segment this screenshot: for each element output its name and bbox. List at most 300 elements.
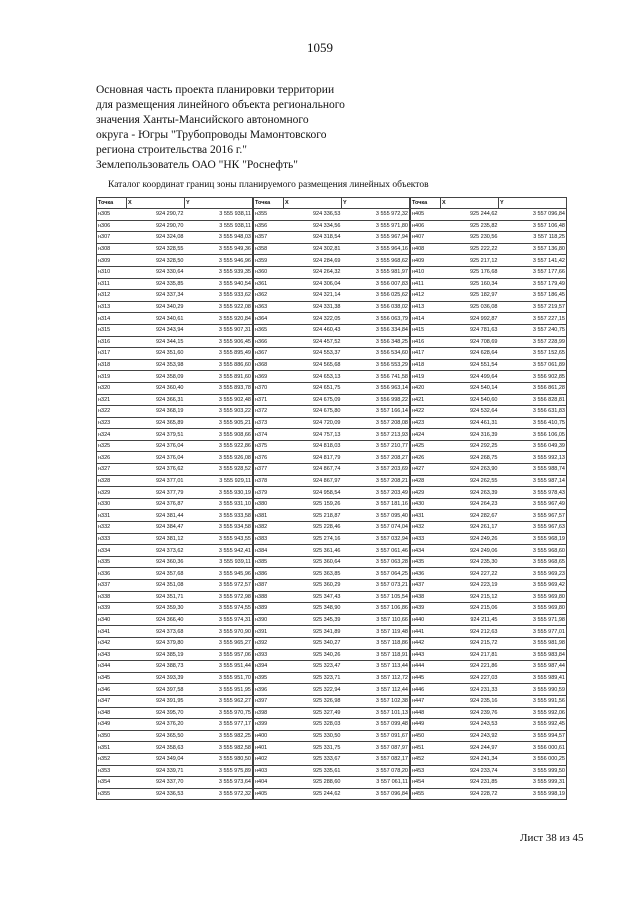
y-coordinate: 3 557 032,94: [342, 533, 410, 545]
point-name: н376: [254, 452, 284, 464]
table-row: [254, 232, 410, 244]
x-coordinate: 924 651,75: [284, 382, 342, 394]
table-row: [411, 464, 567, 476]
point-name: н405: [254, 788, 284, 800]
x-coordinate: 925 340,26: [284, 649, 342, 661]
x-coordinate: 925 235,82: [441, 220, 499, 232]
x-coordinate: 924 373,62: [127, 545, 185, 557]
table-row: [97, 209, 253, 221]
table-row: [411, 753, 567, 765]
table-row: [254, 336, 410, 348]
point-name: н432: [411, 522, 441, 534]
sheet-label: Лист 38 из 45: [520, 832, 584, 844]
table-caption: Каталог координат границ зоны планируемого размещения линейных объектов: [108, 180, 429, 190]
table-row: [254, 382, 410, 394]
y-coordinate: 3 557 087,97: [342, 742, 410, 754]
y-coordinate: 3 556 038,02: [342, 301, 410, 313]
y-coordinate: 3 555 962,27: [185, 695, 253, 707]
y-coordinate: 3 557 091,67: [342, 730, 410, 742]
x-coordinate: 925 036,08: [441, 301, 499, 313]
y-coordinate: 3 555 973,64: [185, 777, 253, 789]
point-name: н449: [411, 719, 441, 731]
y-coordinate: 3 555 970,75: [185, 707, 253, 719]
x-coordinate: 924 330,64: [127, 266, 185, 278]
point-name: н448: [411, 707, 441, 719]
table-row: [97, 394, 253, 406]
x-coordinate: 924 384,47: [127, 522, 185, 534]
point-name: н382: [254, 522, 284, 534]
y-coordinate: 3 557 208,21: [342, 475, 410, 487]
table-row: [254, 394, 410, 406]
point-name: н336: [97, 568, 127, 580]
table-row: [97, 255, 253, 267]
table-row: [254, 707, 410, 719]
point-name: н402: [254, 753, 284, 765]
y-coordinate: 3 555 968,65: [499, 556, 567, 568]
y-coordinate: 3 555 971,98: [499, 614, 567, 626]
y-coordinate: 3 555 964,16: [342, 243, 410, 255]
table-row: [411, 290, 567, 302]
y-coordinate: 3 557 061,11: [342, 777, 410, 789]
table-row: [411, 649, 567, 661]
coordinate-table: [96, 197, 253, 800]
x-coordinate: 924 328,50: [127, 255, 185, 267]
table-row: [254, 220, 410, 232]
point-name: н414: [411, 313, 441, 325]
y-coordinate: 3 555 981,97: [342, 266, 410, 278]
table-row: [254, 533, 410, 545]
point-name: н357: [254, 232, 284, 244]
x-coordinate: 924 366,31: [127, 394, 185, 406]
y-coordinate: 3 556 000,25: [499, 753, 567, 765]
point-name: н310: [97, 266, 127, 278]
x-coordinate: 925 176,68: [441, 266, 499, 278]
x-coordinate: 925 323,71: [284, 672, 342, 684]
heading-line: округа - Югры "Трубопроводы Мамонтовского: [96, 129, 327, 141]
point-name: н430: [411, 498, 441, 510]
point-name: н366: [254, 336, 284, 348]
point-name: н370: [254, 382, 284, 394]
x-coordinate: 924 223,19: [441, 580, 499, 592]
x-coordinate: 924 358,09: [127, 371, 185, 383]
y-coordinate: 3 555 942,41: [185, 545, 253, 557]
coordinate-table: [410, 197, 567, 800]
y-coordinate: 3 555 977,01: [499, 626, 567, 638]
table-header-row: [411, 198, 567, 209]
x-coordinate: 924 221,86: [441, 661, 499, 673]
y-coordinate: 3 555 972,32: [185, 788, 253, 800]
y-coordinate: 3 557 177,66: [499, 266, 567, 278]
y-coordinate: 3 557 118,25: [499, 232, 567, 244]
table-row: [254, 730, 410, 742]
y-coordinate: 3 555 951,70: [185, 672, 253, 684]
point-name: н428: [411, 475, 441, 487]
table-row: [411, 429, 567, 441]
table-row: [254, 661, 410, 673]
table-row: [411, 278, 567, 290]
x-coordinate: 924 331,38: [284, 301, 342, 313]
point-name: н342: [97, 637, 127, 649]
y-coordinate: 3 557 228,99: [499, 336, 567, 348]
y-coordinate: 3 555 938,11: [185, 220, 253, 232]
table-row: [411, 336, 567, 348]
x-coordinate: 924 321,14: [284, 290, 342, 302]
point-name: н433: [411, 533, 441, 545]
y-coordinate: 3 555 970,90: [185, 626, 253, 638]
header-point: Точка: [254, 198, 284, 209]
y-coordinate: 3 556 631,83: [499, 406, 567, 418]
table-row: [411, 707, 567, 719]
point-name: н431: [411, 510, 441, 522]
x-coordinate: 924 268,75: [441, 452, 499, 464]
x-coordinate: 924 365,89: [127, 417, 185, 429]
y-coordinate: 3 556 348,25: [342, 336, 410, 348]
x-coordinate: 925 230,56: [441, 232, 499, 244]
x-coordinate: 924 708,69: [441, 336, 499, 348]
table-row: [254, 695, 410, 707]
table-row: [411, 684, 567, 696]
point-name: н396: [254, 684, 284, 696]
table-row: [254, 313, 410, 325]
header-x: X: [127, 198, 185, 209]
y-coordinate: 3 555 946,96: [185, 255, 253, 267]
table-row: [411, 719, 567, 731]
y-coordinate: 3 555 990,59: [499, 684, 567, 696]
x-coordinate: 924 376,87: [127, 498, 185, 510]
y-coordinate: 3 557 112,72: [342, 672, 410, 684]
x-coordinate: 924 376,04: [127, 440, 185, 452]
point-name: н307: [97, 232, 127, 244]
x-coordinate: 924 239,76: [441, 707, 499, 719]
x-coordinate: 924 368,19: [127, 406, 185, 418]
x-coordinate: 925 360,64: [284, 556, 342, 568]
table-row: [411, 637, 567, 649]
point-name: н348: [97, 707, 127, 719]
table-row: [411, 580, 567, 592]
x-coordinate: 924 379,80: [127, 637, 185, 649]
x-coordinate: 924 365,50: [127, 730, 185, 742]
table-row: [254, 591, 410, 603]
coordinate-table: [253, 197, 410, 800]
point-name: н367: [254, 348, 284, 360]
x-coordinate: 925 327,49: [284, 707, 342, 719]
point-name: н422: [411, 406, 441, 418]
table-row: [411, 533, 567, 545]
point-name: н436: [411, 568, 441, 580]
x-coordinate: 924 263,39: [441, 487, 499, 499]
table-row: [97, 626, 253, 638]
x-coordinate: 924 243,92: [441, 730, 499, 742]
table-row: [97, 452, 253, 464]
x-coordinate: 925 160,34: [441, 278, 499, 290]
document-heading: [96, 83, 416, 173]
y-coordinate: 3 556 025,62: [342, 290, 410, 302]
y-coordinate: 3 557 082,17: [342, 753, 410, 765]
y-coordinate: 3 557 105,54: [342, 591, 410, 603]
x-coordinate: 925 335,61: [284, 765, 342, 777]
table-row: [97, 429, 253, 441]
table-row: [97, 591, 253, 603]
x-coordinate: 924 306,04: [284, 278, 342, 290]
point-name: н434: [411, 545, 441, 557]
x-coordinate: 924 337,34: [127, 290, 185, 302]
x-coordinate: 924 540,14: [441, 382, 499, 394]
x-coordinate: 924 337,70: [127, 777, 185, 789]
point-name: н415: [411, 324, 441, 336]
point-name: н322: [97, 406, 127, 418]
x-coordinate: 924 292,25: [441, 440, 499, 452]
y-coordinate: 3 557 061,89: [499, 359, 567, 371]
x-coordinate: 924 349,04: [127, 753, 185, 765]
point-name: н343: [97, 649, 127, 661]
y-coordinate: 3 555 969,80: [499, 591, 567, 603]
table-row: [254, 568, 410, 580]
x-coordinate: 924 360,36: [127, 556, 185, 568]
point-name: н391: [254, 626, 284, 638]
point-name: н319: [97, 371, 127, 383]
y-coordinate: 3 556 007,83: [342, 278, 410, 290]
table-row: [411, 556, 567, 568]
x-coordinate: 924 241,34: [441, 753, 499, 765]
y-coordinate: 3 555 992,13: [499, 452, 567, 464]
point-name: н359: [254, 255, 284, 267]
table-row: [254, 429, 410, 441]
y-coordinate: 3 556 106,05: [499, 429, 567, 441]
x-coordinate: 924 249,26: [441, 533, 499, 545]
y-coordinate: 3 556 741,58: [342, 371, 410, 383]
table-row: [97, 788, 253, 800]
x-coordinate: 924 376,20: [127, 719, 185, 731]
x-coordinate: 925 322,94: [284, 684, 342, 696]
table-row: [97, 533, 253, 545]
point-name: н315: [97, 324, 127, 336]
x-coordinate: 924 499,64: [441, 371, 499, 383]
x-coordinate: 924 261,17: [441, 522, 499, 534]
table-row: [254, 301, 410, 313]
point-name: н347: [97, 695, 127, 707]
point-name: н392: [254, 637, 284, 649]
point-name: н350: [97, 730, 127, 742]
y-coordinate: 3 555 906,45: [185, 336, 253, 348]
table-row: [411, 777, 567, 789]
x-coordinate: 924 339,71: [127, 765, 185, 777]
table-row: [411, 301, 567, 313]
table-row: [97, 313, 253, 325]
table-row: [254, 719, 410, 731]
point-name: н424: [411, 429, 441, 441]
x-coordinate: 925 341,89: [284, 626, 342, 638]
point-name: н360: [254, 266, 284, 278]
x-coordinate: 925 360,29: [284, 580, 342, 592]
point-name: н351: [97, 742, 127, 754]
y-coordinate: 3 557 061,46: [342, 545, 410, 557]
table-row: [411, 243, 567, 255]
y-coordinate: 3 557 112,44: [342, 684, 410, 696]
table-row: [254, 637, 410, 649]
y-coordinate: 3 556 063,79: [342, 313, 410, 325]
table-row: [97, 637, 253, 649]
x-coordinate: 924 675,09: [284, 394, 342, 406]
point-name: н447: [411, 695, 441, 707]
point-name: н305: [97, 209, 127, 221]
table-row: [411, 626, 567, 638]
table-row: [254, 753, 410, 765]
y-coordinate: 3 557 181,16: [342, 498, 410, 510]
x-coordinate: 924 867,74: [284, 464, 342, 476]
point-name: н427: [411, 464, 441, 476]
point-name: н418: [411, 359, 441, 371]
x-coordinate: 925 244,62: [441, 209, 499, 221]
y-coordinate: 3 555 934,58: [185, 522, 253, 534]
y-coordinate: 3 557 096,84: [499, 209, 567, 221]
table-row: [411, 255, 567, 267]
table-row: [254, 209, 410, 221]
y-coordinate: 3 555 951,95: [185, 684, 253, 696]
table-row: [254, 765, 410, 777]
x-coordinate: 924 243,53: [441, 719, 499, 731]
x-coordinate: 925 182,97: [441, 290, 499, 302]
x-coordinate: 924 351,60: [127, 348, 185, 360]
table-row: [411, 591, 567, 603]
y-coordinate: 3 555 978,43: [499, 487, 567, 499]
point-name: н329: [97, 487, 127, 499]
x-coordinate: 924 353,98: [127, 359, 185, 371]
x-coordinate: 924 358,63: [127, 742, 185, 754]
table-row: [254, 266, 410, 278]
point-name: н373: [254, 417, 284, 429]
point-name: н451: [411, 742, 441, 754]
y-coordinate: 3 557 186,45: [499, 290, 567, 302]
point-name: н407: [411, 232, 441, 244]
y-coordinate: 3 555 938,11: [185, 209, 253, 221]
table-row: [97, 603, 253, 615]
x-coordinate: 925 217,12: [441, 255, 499, 267]
table-row: [97, 707, 253, 719]
table-row: [97, 614, 253, 626]
point-name: н397: [254, 695, 284, 707]
point-name: н419: [411, 371, 441, 383]
point-name: н408: [411, 243, 441, 255]
y-coordinate: 3 556 534,60: [342, 348, 410, 360]
x-coordinate: 924 282,67: [441, 510, 499, 522]
y-coordinate: 3 555 905,21: [185, 417, 253, 429]
table-row: [411, 313, 567, 325]
x-coordinate: 924 373,68: [127, 626, 185, 638]
x-coordinate: 924 675,80: [284, 406, 342, 418]
y-coordinate: 3 555 992,06: [499, 707, 567, 719]
table-row: [411, 695, 567, 707]
table-row: [97, 475, 253, 487]
table-row: [411, 498, 567, 510]
x-coordinate: 924 215,72: [441, 637, 499, 649]
table-row: [254, 788, 410, 800]
y-coordinate: 3 555 999,31: [499, 777, 567, 789]
x-coordinate: 924 215,12: [441, 591, 499, 603]
y-coordinate: 3 555 926,08: [185, 452, 253, 464]
table-row: [97, 684, 253, 696]
table-row: [411, 522, 567, 534]
x-coordinate: 924 217,81: [441, 649, 499, 661]
y-coordinate: 3 555 988,74: [499, 464, 567, 476]
header-point: Точка: [411, 198, 441, 209]
point-name: н311: [97, 278, 127, 290]
x-coordinate: 924 460,43: [284, 324, 342, 336]
y-coordinate: 3 555 994,57: [499, 730, 567, 742]
x-coordinate: 924 391,95: [127, 695, 185, 707]
table-row: [254, 510, 410, 522]
table-row: [254, 417, 410, 429]
table-row: [97, 324, 253, 336]
y-coordinate: 3 555 940,54: [185, 278, 253, 290]
y-coordinate: 3 557 074,04: [342, 522, 410, 534]
y-coordinate: 3 557 213,93: [342, 429, 410, 441]
table-row: [97, 371, 253, 383]
table-row: [97, 417, 253, 429]
y-coordinate: 3 557 064,25: [342, 568, 410, 580]
x-coordinate: 924 336,53: [284, 209, 342, 221]
x-coordinate: 924 228,72: [441, 788, 499, 800]
y-coordinate: 3 556 049,39: [499, 440, 567, 452]
y-coordinate: 3 556 963,14: [342, 382, 410, 394]
y-coordinate: 3 555 928,52: [185, 464, 253, 476]
x-coordinate: 924 818,03: [284, 440, 342, 452]
y-coordinate: 3 555 982,58: [185, 742, 253, 754]
x-coordinate: 925 331,75: [284, 742, 342, 754]
x-coordinate: 924 249,06: [441, 545, 499, 557]
table-row: [254, 603, 410, 615]
table-row: [254, 359, 410, 371]
x-coordinate: 924 628,64: [441, 348, 499, 360]
x-coordinate: 924 781,63: [441, 324, 499, 336]
table-row: [411, 452, 567, 464]
point-name: н339: [97, 603, 127, 615]
point-name: н368: [254, 359, 284, 371]
x-coordinate: 924 565,68: [284, 359, 342, 371]
y-coordinate: 3 557 113,44: [342, 661, 410, 673]
x-coordinate: 925 326,98: [284, 695, 342, 707]
table-row: [97, 765, 253, 777]
x-coordinate: 924 720,09: [284, 417, 342, 429]
point-name: н313: [97, 301, 127, 313]
table-row: [97, 777, 253, 789]
table-row: [97, 719, 253, 731]
point-name: н372: [254, 406, 284, 418]
y-coordinate: 3 555 920,84: [185, 313, 253, 325]
table-row: [411, 406, 567, 418]
table-row: [254, 742, 410, 754]
y-coordinate: 3 555 975,89: [185, 765, 253, 777]
x-coordinate: 924 211,45: [441, 614, 499, 626]
point-name: н413: [411, 301, 441, 313]
y-coordinate: 3 555 951,44: [185, 661, 253, 673]
x-coordinate: 924 233,74: [441, 765, 499, 777]
table-row: [97, 440, 253, 452]
table-row: [411, 324, 567, 336]
header-y: Y: [499, 198, 567, 209]
table-row: [97, 498, 253, 510]
point-name: н379: [254, 487, 284, 499]
y-coordinate: 3 555 891,60: [185, 371, 253, 383]
y-coordinate: 3 557 219,57: [499, 301, 567, 313]
point-name: н417: [411, 348, 441, 360]
point-name: н328: [97, 475, 127, 487]
y-coordinate: 3 555 967,57: [499, 510, 567, 522]
point-name: н445: [411, 672, 441, 684]
table-row: [254, 348, 410, 360]
table-row: [97, 301, 253, 313]
x-coordinate: 924 958,54: [284, 487, 342, 499]
x-coordinate: 925 347,43: [284, 591, 342, 603]
